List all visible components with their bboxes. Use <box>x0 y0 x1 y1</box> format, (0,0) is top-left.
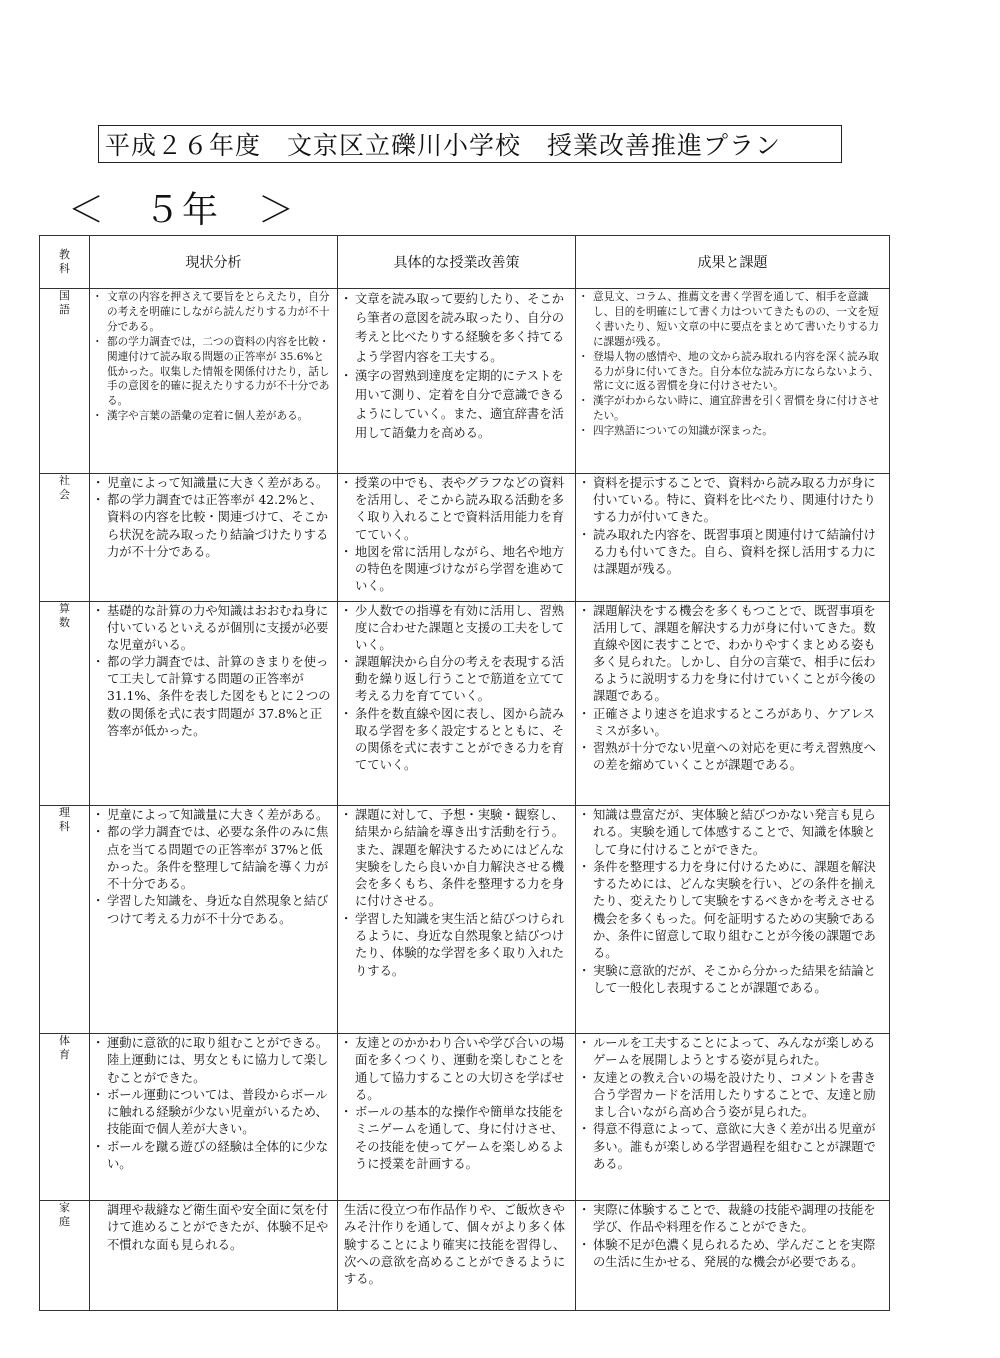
list-item: ・ 都の学力調査では正答率が 42.2%と、資料の内容を比較・関連づけて、そこから状況を読み取ったり結論づけたりする力が不十分である。 <box>96 492 333 561</box>
results-cell <box>576 806 890 1034</box>
list-item: ・ 読み取れた内容を、既習事項と関連付けて結論付ける力も付いてきた。自ら、資料を探し活用する力には課題が残る。 <box>582 527 885 579</box>
results-cell <box>576 474 890 602</box>
list-item: ・ 都の学力調査では，二つの資料の内容を比較・関連付けて読み取る問題の正答率が 35.6%と低かった。収集した情報を関係付けたり，話し手の意図を的確に捉えたりする力が不十分である。 <box>96 335 333 410</box>
measures-cell <box>338 289 576 474</box>
list-item: ・ 都の学力調査では、計算のきまりを使って工夫して計算する問題の正答率が 31.1%、条件を表した図をもとに２つの数の関係を式に表す問題が 37.8%と正答率が低かった。 <box>96 654 333 739</box>
list-item: ・ 授業の中でも、表やグラフなどの資料を活用し、そこから読み取る活動を多く取り入れることで資料活用能力を育てていく。 <box>344 475 571 544</box>
list-item: ・ 運動に意欲的に取り組むことができる。陸上運動には、男女ともに協力して楽しむことができた。 <box>96 1035 333 1087</box>
list-item: ・ 知識は豊富だが、実体験と結びつかない発言も見られる。実験を通して体感することで、知識を体験として身に付けることができた。 <box>582 807 885 859</box>
results-cell <box>576 289 890 474</box>
list-item: ・ 学習した知識を、身近な自然現象と結びつけて考える力が不十分である。 <box>96 893 333 928</box>
list-item: ・ 意見文、コラム、推薦文を書く学習を通して、相手を意識し、目的を明確にして書く力はついてきたものの、一文を短く書いたり、短い文章の中に要点をまとめて書いたりする力に課題が残る。 <box>582 290 885 350</box>
list-item: ・ 実験に意欲的だが、そこから分かった結果を結論として一般化し表現することが課題である。 <box>582 963 885 998</box>
list-item: ・ 習熟が十分でない児童への対応を更に考え習熟度への差を縮めていくことが課題である。 <box>582 740 885 774</box>
analysis-cell <box>90 1034 338 1201</box>
subject-cell: 社会 <box>40 474 90 602</box>
analysis-cell <box>90 806 338 1034</box>
list-item: ・ 資料を提示することで、資料から読み取る力が身に付いている。特に、資料を比べたり、関連付けたりする力が付いてきた。 <box>582 475 885 527</box>
list-item: ・ 実際に体験することで、裁縫の技能や調理の技能を学び、作品や料理を作ることができた。 <box>582 1202 885 1237</box>
table-row <box>40 602 890 806</box>
list-item: ・ 文章を読み取って要約したり、そこから筆者の意図を読み取ったり、自分の考えと比べたりする経験を多く持てるよう学習内容を工夫する。 <box>344 290 571 367</box>
measures-cell <box>338 602 576 806</box>
list-item: ・ ルールを工夫することによって、みんなが楽しめるゲームを展開しようとする姿が見られた。 <box>582 1035 885 1070</box>
list-item: ・ 四字熟語についての知識が深まった。 <box>582 424 885 439</box>
table-row <box>40 1201 890 1311</box>
grade-heading: ＜ ５年 ＞ <box>68 190 297 231</box>
list-item: ・ 児童によって知識量に大きく差がある。 <box>96 475 333 492</box>
list-item: ・ 得意不得意によって、意欲に大きく差が出る児童が多い。誰もが楽しめる学習過程を組むことが課題である。 <box>582 1121 885 1173</box>
measures-cell <box>338 1201 576 1311</box>
list-item: ・ ボールの基本的な操作や簡単な技能をミニゲームを通して、身に付けさせ、その技能を使ってゲームを楽しめるように授業を計画する。 <box>344 1104 571 1173</box>
table-row <box>40 1034 890 1201</box>
list-item: ・ 基礎的な計算の力や知識はおおむね身に付いているといえるが個別に支援が必要な児童がいる。 <box>96 603 333 654</box>
analysis-cell <box>90 289 338 474</box>
results-cell <box>576 602 890 806</box>
page-title: 平成２６年度 文京区立礫川小学校 授業改善推進プラン <box>98 125 842 163</box>
list-item: ・ 課題解決をする機会を多くもつことで、既習事項を活用して、課題を解決する力が身に付いてきた。数直線や図に表すことで、わかりやすくまとめる姿も多く見られた。しかし、自分の言葉で、相手に伝わるように説明する力を身に付けていくことが今後の課題である。 <box>582 603 885 706</box>
list-item: ・ 友達との教え合いの場を設けたり、コメントを書き合う学習カードを活用したりすることで、友達と励まし合いながら高め合う姿が見られた。 <box>582 1070 885 1122</box>
table-row <box>40 289 890 474</box>
list-item: ・ 正確さより速さを追求するところがあり、ケアレスミスが多い。 <box>582 706 885 740</box>
improvement-plan-table <box>39 235 890 1311</box>
header-results: 成果と課題 <box>576 236 890 289</box>
list-item: ・ 体験不足が色濃く見られるため、学んだことを実際の生活に生かせる、発展的な機会が必要である。 <box>582 1237 885 1272</box>
results-cell <box>576 1034 890 1201</box>
analysis-paragraph: 調理や裁縫など衛生面や安全面に気を付けて進めることができたが、体験不足や不慣れな面も見られる。 <box>107 1203 329 1252</box>
list-item: ・ 条件を整理する力を身に付けるために、課題を解決するためには、どんな実験を行い、どの条件を揃えたり、変えたりして実験をするべきかを考えさせる機会を多くもった。何を証明するための実験であるか、条件に留意して取り組むことが今後の課題である。 <box>582 859 885 963</box>
list-item: ・ 友達とのかかわり合いや学び合いの場面を多くつくり、運動を楽しむことを通して協力することの大切さを学ばせる。 <box>344 1035 571 1104</box>
list-item: ・ 学習した知識を実生活と結びつけられるように、身近な自然現象と結びつけたり、体験的な学習を多く取り入れたりする。 <box>344 911 571 980</box>
table-row <box>40 806 890 1034</box>
header-analysis: 現状分析 <box>90 236 338 289</box>
list-item: ・ 児童によって知識量に大きく差がある。 <box>96 807 333 824</box>
subject-cell: 理科 <box>40 806 90 1034</box>
header-subject: 教科 <box>40 236 90 289</box>
list-item: ・ 少人数での指導を有効に活用し、習熟度に合わせた課題と支援の工夫をしていく。 <box>344 603 571 654</box>
list-item: ・ 登場人物の感情や、地の文から読み取れる内容を深く読み取る力が身に付いてきた。自分本位な読み方にならないよう、常に文に返る習慣を身に付けさせたい。 <box>582 350 885 395</box>
list-item: ・ 地図を常に活用しながら、地名や地方の特色を関連づけながら学習を進めていく。 <box>344 544 571 596</box>
subject-cell: 家庭 <box>40 1201 90 1311</box>
list-item: ・ 課題に対して、予想・実験・観察し、結果から結論を導き出す活動を行う。また、課題を解決するためにはどんな実験をしたら良いか自力解決させる機会を多くもち、条件を整理する力を身に付けさせる。 <box>344 807 571 911</box>
list-item: ・ 文章の内容を押さえて要旨をとらえたり，自分の考えを明確にしながら読んだりする力が不十分である。 <box>96 290 333 335</box>
header-measures: 具体的な授業改善策 <box>338 236 576 289</box>
subject-cell: 国語 <box>40 289 90 474</box>
analysis-cell <box>90 1201 338 1311</box>
analysis-cell <box>90 474 338 602</box>
subject-cell: 算数 <box>40 602 90 806</box>
measures-cell <box>338 1034 576 1201</box>
results-cell <box>576 1201 890 1311</box>
header-row <box>40 236 890 289</box>
list-item: ・ 条件を数直線や図に表し、図から読み取る学習を多く設定するとともに、その関係を式に表すことができる力を育てていく。 <box>344 706 571 774</box>
list-item: ・ ボールを蹴る遊びの経験は全体的に少ない。 <box>96 1139 333 1174</box>
table-row <box>40 474 890 602</box>
subject-cell: 体育 <box>40 1034 90 1201</box>
list-item: ・ ボール運動については、普段からボールに触れる経験が少ない児童がいるため、技能面で個人差が大きい。 <box>96 1087 333 1139</box>
list-item: ・ 課題解決から自分の考えを表現する活動を繰り返し行うことで筋道を立てて考える力を育てていく。 <box>344 654 571 705</box>
list-item: ・ 都の学力調査では、必要な条件のみに焦点を当てる問題での正答率が 37%と低かった。条件を整理して結論を導く力が不十分である。 <box>96 824 333 893</box>
list-item: ・ 漢字がわからない時に、適宜辞書を引く習慣を身に付けさせたい。 <box>582 394 885 424</box>
list-item: ・ 漢字や言葉の語彙の定着に個人差がある。 <box>96 409 333 424</box>
measures-cell <box>338 474 576 602</box>
measures-cell <box>338 806 576 1034</box>
measures-paragraph: 生活に役立つ布作品作りや、ご飯炊きやみそ汁作りを通して、個々がより多く体験することにより確実に技能を習得し、次への意欲を高めることができるようにする。 <box>344 1203 566 1287</box>
list-item: ・ 漢字の習熟到達度を定期的にテストを用いて測り、定着を自分で意識できるようにしていく。また、適宜辞書を活用して語彙力を高める。 <box>344 367 571 444</box>
analysis-cell <box>90 602 338 806</box>
